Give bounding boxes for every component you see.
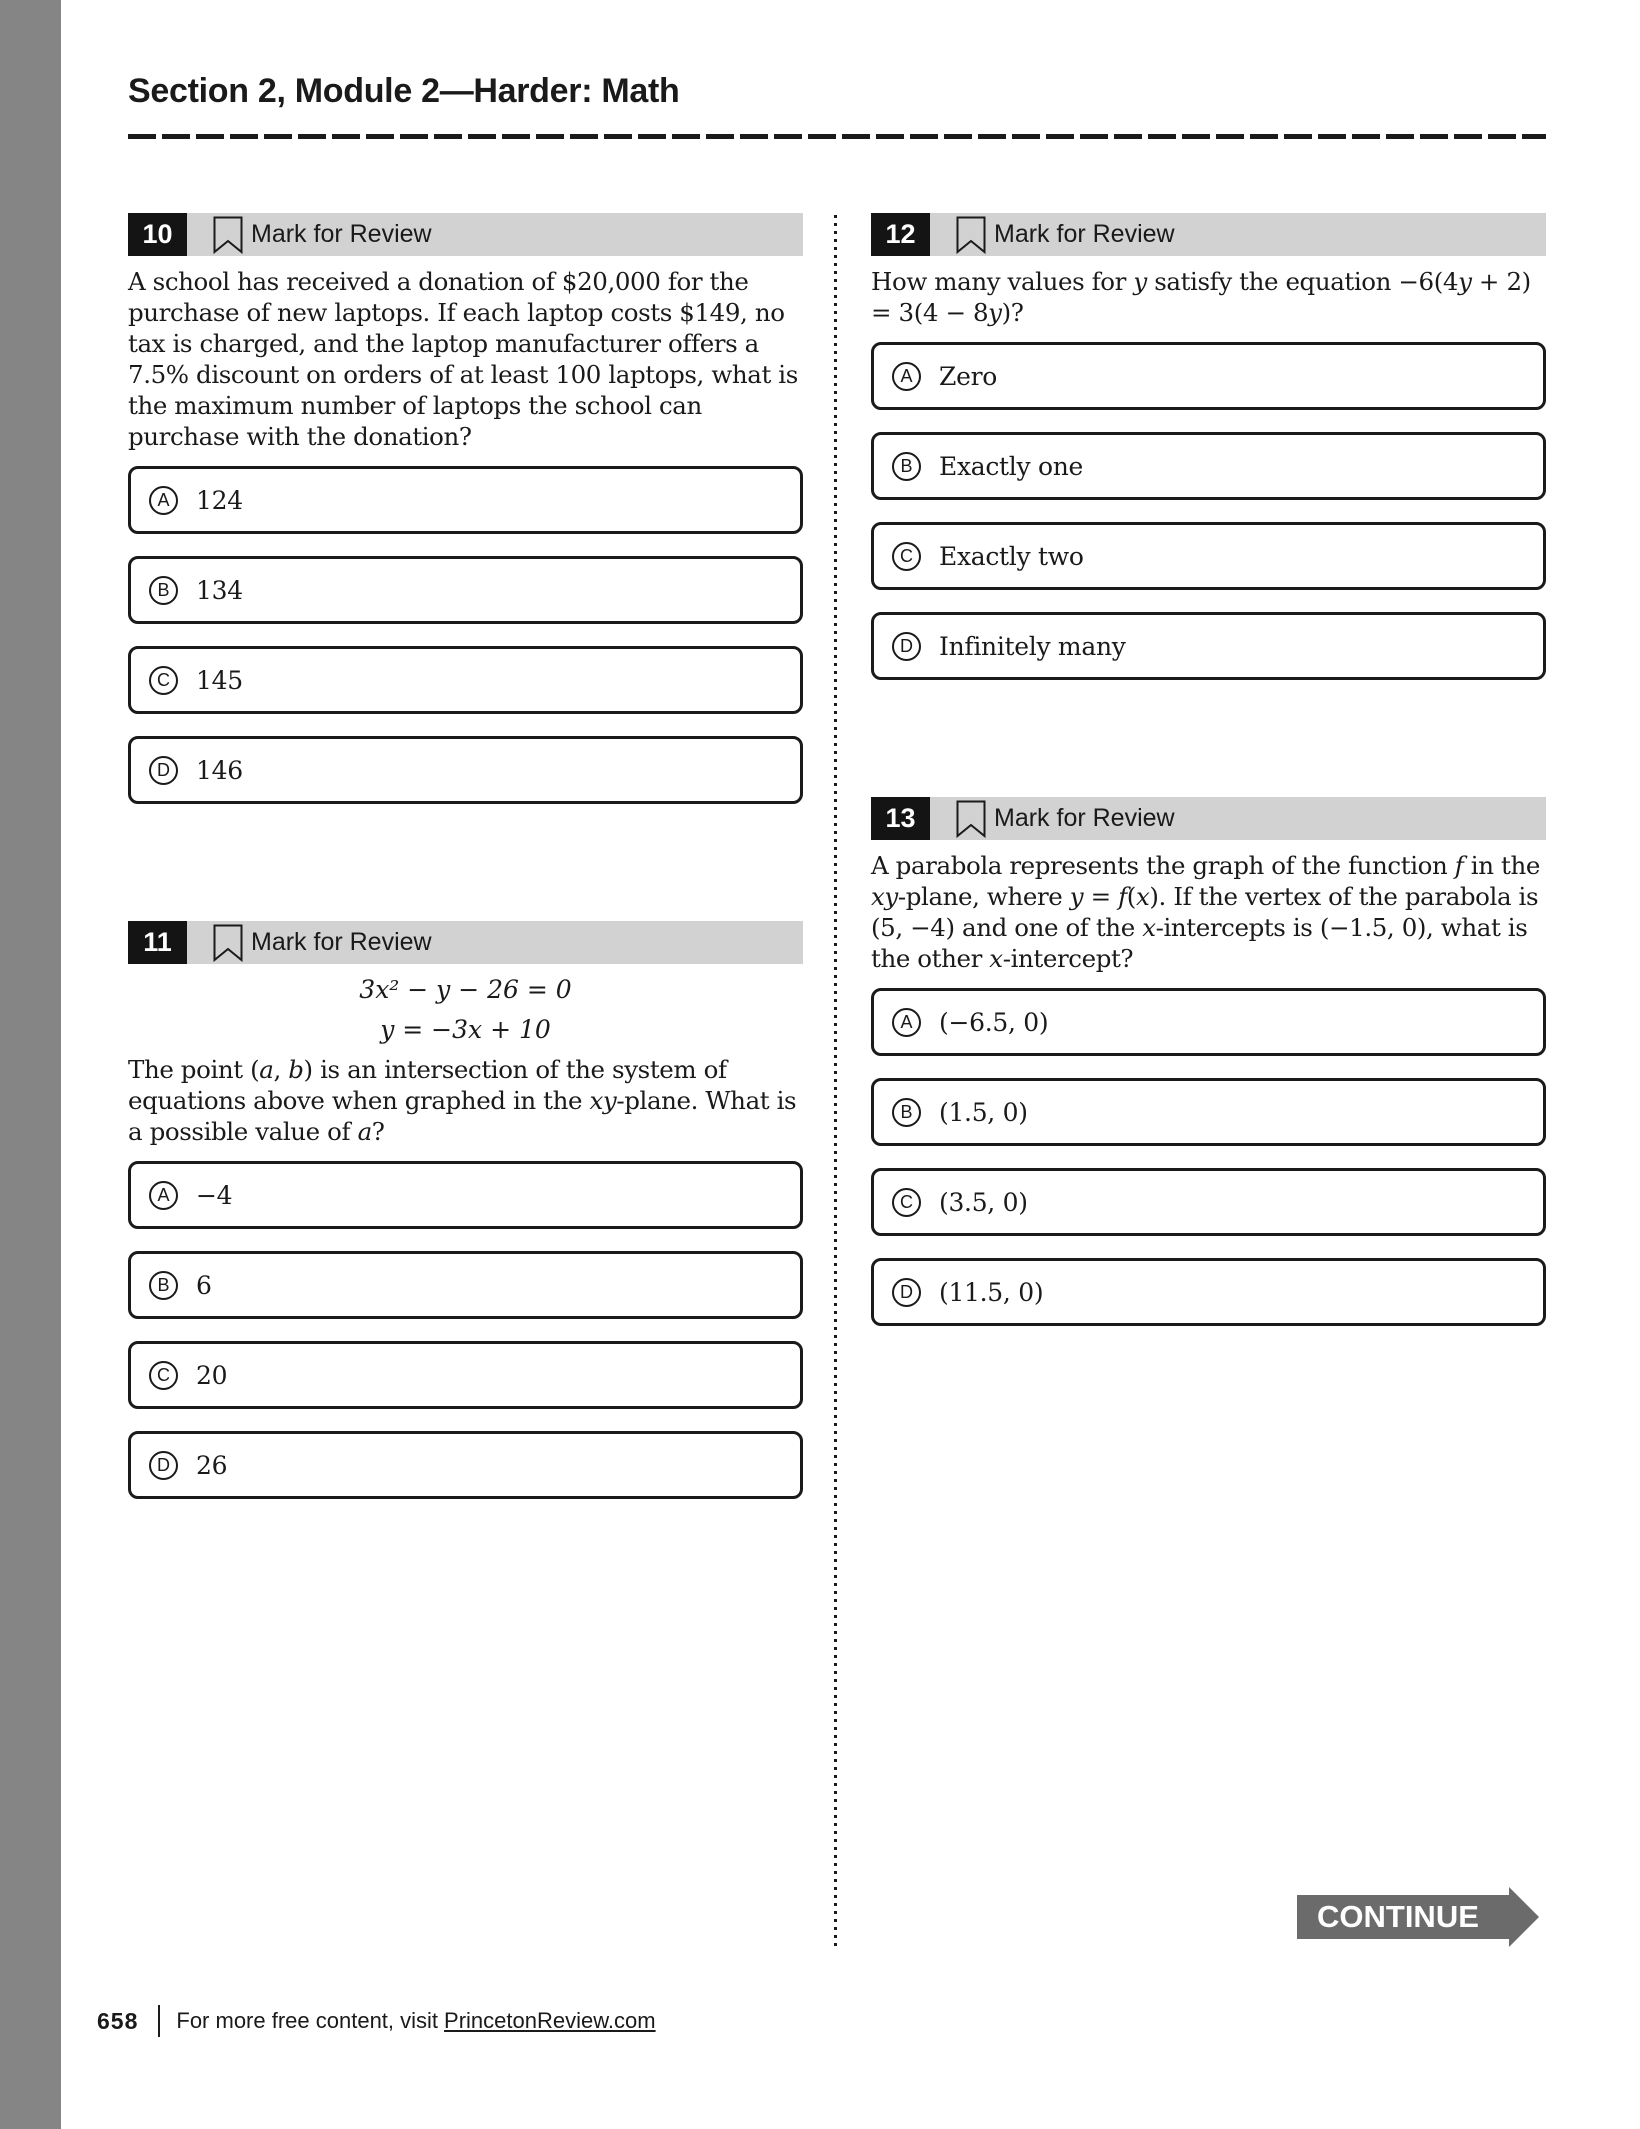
option-letter-circle: C [892,542,921,571]
text-segment: ( [1126,882,1136,911]
continue-label: CONTINUE [1297,1895,1509,1939]
question-13 [871,797,1546,1348]
option-text: (−6.5, 0) [939,1007,1049,1037]
mark-for-review-button[interactable]: Mark for Review [994,804,1175,832]
text-segment: -plane, where [897,882,1070,911]
footer-text: For more free content, visit [176,2008,439,2033]
option-text: Zero [939,361,997,391]
var-x: x [1142,913,1156,942]
option-text: 20 [196,1360,228,1390]
option-c[interactable] [871,1168,1546,1236]
page-number: 658 [97,2007,139,2034]
option-c[interactable] [128,1341,803,1409]
option-text: 145 [196,665,243,695]
option-text: Exactly one [939,451,1084,481]
option-letter-circle: A [892,362,921,391]
option-text: (3.5, 0) [939,1187,1028,1217]
option-a[interactable] [871,988,1546,1056]
option-b[interactable] [871,1078,1546,1146]
question-text [871,266,1546,328]
var-a: a [259,1055,274,1084]
option-d[interactable] [128,1431,803,1499]
column-divider [834,215,837,1950]
page-footer [97,2005,656,2037]
question-text: A school has received a donation of $20,000 for the purchase of new laptops. If each laptop costs $149, no tax is charged, and the laptop manufacturer offers a 7.5% discount on orders of at least 100 laptops, what is the maximum number of laptops the school can purchase with the donation? [128,267,798,451]
text-segment: -plane. What is a possible value of [128,1086,797,1146]
equation-2: y = −3x + 10 [380,1015,551,1044]
option-text: 6 [196,1270,212,1300]
bookmark-icon[interactable] [956,216,986,254]
var-xy: xy [589,1086,617,1115]
text-segment: -intercepts is (−1.5, 0), what is the other [871,913,1528,973]
question-number: 10 [128,213,187,256]
arrow-right-icon [1509,1887,1539,1947]
princeton-review-link[interactable]: PrincetonReview.com [444,2008,656,2033]
footer-divider [158,2005,160,2037]
text-segment: , [273,1055,289,1084]
option-text: 26 [196,1450,228,1480]
page-edge-bar [0,0,61,2129]
option-letter-circle: D [892,632,921,661]
text-segment: A parabola represents the graph of the function [871,851,1455,880]
option-b[interactable] [128,556,803,624]
option-text: Exactly two [939,541,1084,571]
equation-1: 3x² − y − 26 = 0 [359,975,572,1004]
option-text: (1.5, 0) [939,1097,1028,1127]
title-dashed-rule [128,134,1546,139]
answer-options [871,988,1546,1326]
option-letter-circle: A [149,1181,178,1210]
option-letter-circle: A [149,486,178,515]
var-x: x [1135,882,1150,911]
bookmark-icon[interactable] [956,800,986,838]
question-number: 12 [871,213,930,256]
option-b[interactable] [871,432,1546,500]
text-segment: ) is an intersection of the system of equations above when graphed in the [128,1055,727,1115]
var-b: b [288,1055,304,1084]
option-d[interactable] [871,1258,1546,1326]
option-b[interactable] [128,1251,803,1319]
var-a: a [357,1117,372,1146]
text-segment: ? [371,1117,385,1146]
option-a[interactable] [128,1161,803,1229]
option-text: −4 [196,1180,233,1210]
text-segment: ). If the vertex of the parabola is (5, −4) and one of the [871,882,1539,942]
question-10 [128,213,803,826]
option-letter-circle: C [892,1188,921,1217]
page-title: Section 2, Module 2—Harder: Math [128,72,680,110]
option-text: (11.5, 0) [939,1277,1044,1307]
question-header [871,213,1546,256]
equation-system [128,970,803,1050]
text-segment: = [1083,882,1119,911]
option-d[interactable] [128,736,803,804]
option-a[interactable] [871,342,1546,410]
var-x: x [989,944,1003,973]
mark-for-review-button[interactable]: Mark for Review [251,220,432,248]
mark-for-review-button[interactable]: Mark for Review [994,220,1175,248]
var-y: y [1069,882,1084,911]
continue-button[interactable] [1297,1887,1542,1947]
var-f: f [1454,851,1464,880]
var-y: y [988,298,1002,327]
bookmark-icon[interactable] [213,924,243,962]
text-segment: How many values for [871,267,1134,296]
text-segment: in the [1463,851,1540,880]
text-segment: satisfy the equation −6(4 [1146,267,1459,296]
question-header [128,921,803,964]
option-letter-circle: B [892,1098,921,1127]
question-12 [871,213,1546,702]
text-segment: )? [1001,298,1024,327]
var-xy: xy [871,882,898,911]
answer-options [128,466,803,804]
var-y: y [1458,267,1472,296]
answer-options [128,1161,803,1499]
question-number: 13 [871,797,930,840]
option-letter-circle: A [892,1008,921,1037]
option-text: 134 [196,575,243,605]
option-c[interactable] [128,646,803,714]
question-11 [128,921,803,1521]
answer-options [871,342,1546,680]
question-text [871,850,1546,974]
bookmark-icon[interactable] [213,216,243,254]
option-letter-circle: B [892,452,921,481]
option-letter-circle: D [149,756,178,785]
var-y: y [1133,267,1147,296]
option-d[interactable] [871,612,1546,680]
option-a[interactable] [128,466,803,534]
question-number: 11 [128,921,187,964]
option-letter-circle: D [892,1278,921,1307]
option-letter-circle: B [149,576,178,605]
option-letter-circle: C [149,666,178,695]
option-c[interactable] [871,522,1546,590]
text-segment: -intercept? [1002,944,1134,973]
option-letter-circle: C [149,1361,178,1390]
question-header [128,213,803,256]
text-segment: The point ( [128,1055,260,1084]
question-text [128,1054,803,1147]
option-text: 124 [196,485,243,515]
option-text: 146 [196,755,243,785]
option-letter-circle: D [149,1451,178,1480]
question-header [871,797,1546,840]
text-segment: + 2) = 3(4 − 8 [871,267,1531,327]
var-f: f [1118,882,1127,911]
mark-for-review-button[interactable]: Mark for Review [251,928,432,956]
option-letter-circle: B [149,1271,178,1300]
option-text: Infinitely many [939,631,1126,661]
